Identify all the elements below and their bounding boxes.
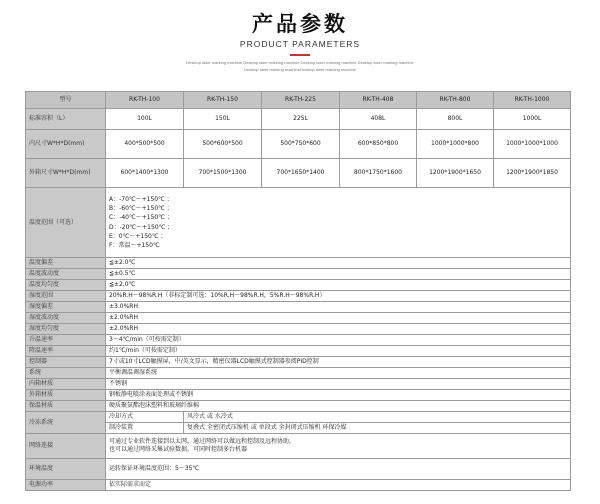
table-row [26, 390, 571, 401]
table-cell: 7寸或10寸LCD触摸屏，中/英文显示，精密仪器LCD触摸式控制器参阅PID控制 [106, 357, 571, 368]
row-label: 温度波动度 [26, 269, 106, 280]
table-cell: 1200*1900*1850 [494, 159, 571, 188]
table-row [26, 324, 571, 335]
table-row [26, 379, 571, 390]
table-row-env [26, 459, 571, 480]
row-label: 系统 [26, 368, 106, 379]
tagline-line-2: Desktop laser marking machineDesktop laser marking machine [243, 67, 357, 72]
table-cell: 225L [262, 109, 340, 130]
table-cell: 150L [184, 109, 262, 130]
table-cell: 600*850*800 [340, 130, 417, 159]
table-row [26, 335, 571, 346]
spec-table [25, 91, 571, 491]
table-row-outer-size [26, 159, 571, 188]
table-cell: 800L [417, 109, 494, 130]
network-line: 可通过专业软件连接到以太网，通过网络可以做远程控制及远程协助， [109, 438, 296, 446]
temp-range-list [106, 188, 571, 258]
row-label: 温度均匀度 [26, 280, 106, 291]
list-item: B：-60℃～+150℃ ； [109, 204, 173, 212]
row-label: 湿度范围 [26, 291, 106, 302]
table-cell: 800*1750*1600 [340, 159, 417, 188]
row-label: 湿度均匀度 [26, 324, 106, 335]
row-label: 标准容积（L） [26, 109, 106, 130]
table-row [26, 346, 571, 357]
table-row [26, 302, 571, 313]
table-cell: 500*750*600 [262, 130, 340, 159]
table-row-cooling-2 [26, 423, 571, 434]
tagline-line-1: Desktop laser marking machine Desktop laser marking machine Desktop laser marking machine Desktop laser marking machine [186, 60, 414, 65]
row-label: 内箱材质 [26, 379, 106, 390]
table-cell: 1000*1000*800 [417, 130, 494, 159]
table-cell: 风冷式 或 水冷式 [184, 412, 571, 423]
row-label: 外箱材质 [26, 390, 106, 401]
table-row [26, 280, 571, 291]
table-row [26, 368, 571, 379]
table-row-network [26, 434, 571, 459]
table-cell: ≦±2.0℃ [106, 258, 571, 269]
table-cell: 700*1500*1300 [184, 159, 262, 188]
header-cell: RK-TH-100 [106, 92, 184, 109]
row-label: 温度范围（可选） [26, 188, 106, 258]
table-cell: ±3.0%RH [106, 302, 571, 313]
table-cell: ≦±2.0℃ [106, 280, 571, 291]
row-label: 湿度偏差 [26, 302, 106, 313]
table-cell: ±2.0%RH [106, 324, 571, 335]
header-cell: RK-TH-150 [184, 92, 262, 109]
table-cell: 运转保证环境温度范围：5～35℃ [106, 459, 571, 480]
network-line: 也可以通过网络采集试验数据，可同时控制多台机器 [109, 446, 248, 453]
header-cell: RK-TH-408 [340, 92, 417, 109]
table-row [26, 357, 571, 368]
row-label: 升温速率 [26, 335, 106, 346]
table-cell: 依实际需求而定 [106, 480, 571, 491]
table-cell: 400*500*500 [106, 130, 184, 159]
table-cell: ±2.0%RH [106, 313, 571, 324]
list-item: F：常温～+150℃ [109, 242, 160, 250]
network-cell [106, 434, 571, 459]
table-cell: ≦±0.5℃ [106, 269, 571, 280]
list-item: C：-40℃～+150℃ ； [109, 214, 173, 222]
table-cell: 平衡调温调湿系统 [106, 368, 571, 379]
table-cell: 500*600*500 [184, 130, 262, 159]
table-cell: 不锈钢 [106, 379, 571, 390]
row-label: 冷冻系统 [26, 412, 106, 434]
table-header-row [26, 92, 571, 109]
table-row-cooling [26, 412, 571, 423]
table-cell: 20%R.H～98%R.H（非标定制可选：10%R.H～98%R.H，5%R.H～98%R.H） [106, 291, 571, 302]
list-item: A：-70℃～+150℃ ； [109, 195, 173, 203]
table-row-volume [26, 109, 571, 130]
row-label: 保温材质 [26, 401, 106, 412]
table-cell: 钢板静电喷涂表面处理或不锈钢 [106, 390, 571, 401]
row-label: 外箱尺寸W*H*D(mm) [26, 159, 106, 188]
row-label: 环境温度 [26, 459, 106, 480]
row-label: 控制器 [26, 357, 106, 368]
header-cell: RK-TH-225 [262, 92, 340, 109]
row-label: 网络连接 [26, 434, 106, 459]
table-cell: 700*1650*1400 [262, 159, 340, 188]
table-cell: 约1℃/min（可按需定制） [106, 346, 571, 357]
header-cell: RK-TH-1000 [494, 92, 571, 109]
table-cell: 3～4℃/min（可按需定制） [106, 335, 571, 346]
table-row-inner-size [26, 130, 571, 159]
row-label: 电源功率 [26, 480, 106, 491]
header-cell-model: 型号 [26, 92, 106, 109]
table-cell: 600*1400*1300 [106, 159, 184, 188]
table-row [26, 401, 571, 412]
table-row [26, 269, 571, 280]
list-item: D：-20℃～+150℃ ； [109, 223, 174, 231]
table-cell: 1000L [494, 109, 571, 130]
table-row [26, 313, 571, 324]
row-label: 内尺寸W*H*D(mm) [26, 130, 106, 159]
table-row [26, 291, 571, 302]
table-cell: 408L [340, 109, 417, 130]
table-cell: 复叠式 全密闭式压缩机 或 单段式 全封闭式压缩机 环保冷媒 [184, 423, 571, 434]
page-subtitle: PRODUCT PARAMETERS [239, 39, 361, 49]
table-cell: 1000*1000*1000 [494, 130, 571, 159]
table-cell: 硬质聚氨酯泡沫塑料和玻璃纤维棉 [106, 401, 571, 412]
table-row-power [26, 480, 571, 491]
page-title: 产品参数 [252, 12, 348, 36]
row-label: 温度偏差 [26, 258, 106, 269]
list-item: E：0℃～+150℃ ； [109, 232, 167, 240]
table-cell: 1200*1900*1650 [417, 159, 494, 188]
table-row [26, 258, 571, 269]
row-label: 降温速率 [26, 346, 106, 357]
row-label: 湿度波动度 [26, 313, 106, 324]
table-row-temp-range [26, 188, 571, 258]
sub-label: 制冷装置 [106, 423, 184, 434]
title-accent-bar [290, 54, 310, 56]
table-cell: 100L [106, 109, 184, 130]
sub-label: 冷却方式 [106, 412, 184, 423]
header-cell: RK-TH-800 [417, 92, 494, 109]
